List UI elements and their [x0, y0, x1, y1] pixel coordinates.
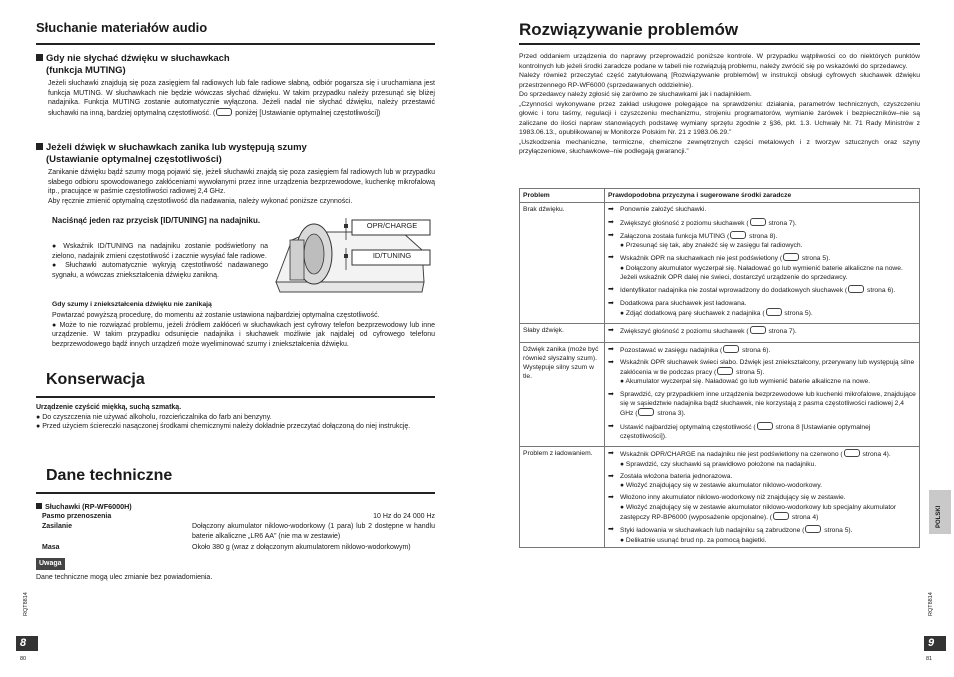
press-bullet-1: ● Wskaźnik ID/TUNING na nadajniku zostanie podświetlony na zielono, nadajnik zmieni częstotliwość i zacznie wysyłać fale radiowe.: [52, 242, 268, 261]
care-bold: Urządzenie czyścić miękką, suchą szmatką.: [36, 404, 182, 411]
spec-value: Dołączony akumulator niklowo-wodorkowy (1 para) lub 2 dostępne w handlu baterie alkaliczne „LR6 AA” (nie ma w zestawie): [192, 523, 435, 540]
page-ref-icon: [773, 512, 789, 520]
sec1-body: Jeżeli słuchawki znajdują się poza zasięgiem fal radiowych lub fale radiowe słabną, odbiór pogarsza się i uruchamiana jest funkcja MUTING. W słuchawkach nie będzie wówczas słychać dźwięku. W takim przypadku należy przesunąć się bliżej nadajnika. Funkcja MUTING zostanie automatycznie wyłączona. Jeżeli nadal nie słychać dźwięku, należy przestawić słuchawki na inną, bardziej optymalną częstotliwość. ( poniżej [Ustawianie optymalnej częstotliwości]): [48, 80, 435, 118]
divider: [36, 492, 435, 494]
noise-title: Gdy szumy i zniekształcenia dźwięku nie zanikają: [52, 301, 212, 308]
page-ref-icon: [848, 285, 864, 293]
care-bullet-2: ● Przed użyciem ściereczki nasączonej środkami chemicznymi należy dokładnie przeczytać dołączoną do niej instrukcję.: [36, 422, 435, 432]
cause-subitem: ● Włożyć znajdujący się w zestawie akumulator niklowo-wodorkowy lub specjalny akumulator zastępczy RP-BP6000 (wyposażenie opcjonalne). ( strona 4): [620, 503, 916, 523]
table-row: [520, 447, 920, 548]
col-problem: Problem: [520, 189, 605, 203]
sec2-title: Jeżeli dźwięk w słuchawkach zanika lub występują szumy (Ustawianie optymalnej częstotliwości): [36, 142, 435, 166]
press-bullet-2: ● Słuchawki automatycznie wykryją częstotliwość nadawanego sygnału, a wówczas zniekształcenia dźwięku zanikną.: [52, 261, 268, 280]
press-instruction: Naciśnąć jeden raz przycisk [ID/TUNING] na nadajniku.: [52, 216, 261, 225]
cause-item: Ponownie założyć słuchawki.: [620, 206, 707, 214]
intro-para-1: Przed oddaniem urządzenia do naprawy przeprowadzić poniższe kontrole. W przypadku wątpliwości co do niektórych punktów kontrolnych lub jeżeli środki zaradcze podane w tabeli nie rozwiązują problemu, należy zwrócić się po wskazówki do sprzedawcy.: [519, 53, 920, 70]
table-header-row: [520, 189, 920, 203]
noise-text: Powtarzać powyższą procedurę, do momentu aż zostanie ustawiona najbardziej optymalna częstotliwość.: [52, 312, 380, 319]
problem-cell: Dźwięk zanika (może być również słyszalny szum). Występuje silny szum w tle.: [520, 342, 605, 447]
page-ref-icon: [757, 422, 773, 430]
cause-item: Zwiększyć głośność z poziomu słuchawek ( strona 7).: [620, 328, 797, 336]
intro-para-4: „Czynności wykonywane przez zakład usługowe polegające na sprawdzeniu: działania, parametrów technicznych, czyszczeniu głowic i toru taśmy, regulacji i czyszczeniu mechanizmu, strojeniu programatorów, wymianie żarówek i bezpieczników–nie są zaliczane do ilości napraw stanowiących podstawę wymiany sprzętu zgodnie z §36, pkt. 1.3. Uchwały Nr. 71 Rady Ministrów z 1983.06.13., opublikowanej w Monitorze Polskim Nr. 21 z 1983.06.29.”: [519, 100, 920, 136]
section-title-audio: Słuchanie materiałów audio: [36, 20, 208, 35]
cause-item: Wskaźnik OPR/CHARGE na nadajniku nie jest podświetlony na czerwono ( strona 4).: [620, 451, 891, 459]
arrow-right-icon: ➡: [608, 526, 614, 534]
arrow-right-icon: ➡: [608, 254, 614, 262]
arrow-right-icon: ➡: [608, 286, 614, 294]
page-small-number: 80: [20, 656, 27, 662]
page-ref-icon: [216, 108, 232, 116]
page-ref-icon: [638, 408, 654, 416]
cause-item: Sprawdzić, czy przypadkiem inne urządzenia bezprzewodowe lub kuchenki mikrofalowe, znajdujące się w sąsiedztwie nadajnika bądź słuchawek, nie korzystają z pasma częstotliwości radiowej 2,4 GHz ( strona 3).: [620, 390, 916, 418]
arrow-right-icon: ➡: [608, 218, 614, 226]
cause-subitem: ● Delikatnie usunąć brud np. za pomocą bagietki.: [620, 536, 916, 545]
page-ref-icon: [766, 308, 782, 316]
page-ref-icon: [717, 367, 733, 375]
table-row: [520, 342, 920, 447]
page-ref-icon: [783, 253, 799, 261]
intro-para-5: „Uszkodzenia mechaniczne, termiczne, chemiczne zewnętrznych części metalowych i z tworzyw sztucznych oraz szyny przyłączeniowe, słuchawkowe–nie podlegają gwarancji.”: [519, 138, 920, 155]
square-bullet-icon: [36, 143, 43, 150]
troubleshooting-table: [519, 188, 920, 548]
cause-subitem: ● Włożyć znajdujący się w zestawie akumulator niklowo-wodorkowy.: [620, 481, 916, 490]
spec-row: [42, 543, 435, 553]
cause-cell: [605, 203, 920, 324]
spec-list: [42, 512, 435, 553]
cause-item: Dodatkowa para słuchawek jest ładowana.: [620, 299, 747, 307]
spec-label: Masa: [42, 544, 60, 551]
cause-item: Wskaźnik OPR na słuchawkach nie jest podświetlony ( strona 5).: [620, 255, 831, 263]
cause-cell: [605, 447, 920, 548]
section-title-tech: Dane techniczne: [46, 467, 173, 484]
cause-subitem: ● Dołączony akumulator wyczerpał się. Naładować go lub wymienić baterie alkaliczne na nowe. Jeżeli wskaźnik OPR dalej nie świeci, dostarczyć urządzenie do sprzedawcy.: [620, 264, 916, 283]
section-title-troubleshooting: Rozwiązywanie problemów: [519, 20, 739, 39]
cause-subitem: ● Przesunąć się tak, aby znaleźć się w zasięgu fal radiowych.: [620, 241, 916, 250]
doc-code: RQT8814: [23, 592, 29, 616]
cause-item: Załączona została funkcja MUTING ( strona 8).: [620, 232, 778, 240]
noise-body: [52, 311, 435, 350]
problem-cell: Słaby dźwięk.: [520, 324, 605, 342]
spec-value: Około 380 g (wraz z dołączonym akumulatorem niklowo-wodorkowym): [192, 544, 411, 551]
spec-label: Zasilanie: [42, 523, 72, 530]
table-row: [520, 203, 920, 324]
page-number: 8: [16, 636, 38, 651]
tech-note: Dane techniczne mogą ulec zmianie bez powiadomienia.: [36, 574, 213, 581]
page-ref-icon: [750, 326, 766, 334]
arrow-right-icon: ➡: [608, 231, 614, 239]
cause-item: Włożono inny akumulator niklowo-wodorkowy niż znajdujący się w zestawie.: [620, 494, 846, 502]
spec-value: 10 Hz do 24 000 Hz: [373, 513, 435, 520]
care-bullet-1: ● Do czyszczenia nie używać alkoholu, rozcieńczalnika do farb ani benzyny.: [36, 413, 435, 423]
arrow-right-icon: ➡: [608, 358, 614, 366]
cause-cell: [605, 342, 920, 447]
cause-item: Wskaźnik OPR słuchawek świeci słabo. Dźwięk jest zniekształcony, przerywany lub występują silne zakłócenia w tle podczas pracy ( strona 5).: [620, 358, 915, 377]
language-tab-label: POLSKI: [936, 505, 942, 528]
problem-cell: Brak dźwięku.: [520, 203, 605, 324]
arrow-right-icon: ➡: [608, 345, 614, 353]
page-ref-icon: [723, 345, 739, 353]
care-body: [36, 403, 435, 432]
intro-para-3: Do sprzedawcy należy zgłosić się zarówno ze słuchawkami jak i nadajnikiem.: [519, 91, 752, 98]
page-ref-icon: [730, 231, 746, 239]
page-small-number: 81: [926, 656, 933, 662]
square-bullet-icon: [36, 503, 42, 509]
intro-text: [519, 52, 920, 157]
page-ref-icon: [805, 525, 821, 533]
tech-subtitle: Słuchawki (RP-WF6000H): [36, 502, 132, 511]
col-cause: Prawdopodobna przyczyna i sugerowane środki zaradcze: [605, 189, 920, 203]
cause-item: Zwiększyć głośność z poziomu słuchawek ( strona 7).: [620, 219, 797, 227]
arrow-right-icon: ➡: [608, 206, 614, 214]
sec2-body: Zanikanie dźwięku bądź szumy mogą pojawić się, jeżeli słuchawki znajdą się poza zasięgiem fal radiowych lub w przypadku słabego odbioru spowodowanego zakłóceniami wywołanymi przez inne urządzenia bezprzewodowe, kuchenkę mikrofalową itp., pracujące w paśmie częstotliwości radiowej 2,4 GHz. Aby ręcznie zmienić optymalną częstotliwość dla nadawania, należy wykonać poniższe czynności.: [48, 169, 435, 206]
divider: [36, 396, 435, 398]
arrow-right-icon: ➡: [608, 472, 614, 480]
opr-charge-label: OPR/CHARGE: [366, 221, 418, 230]
cause-subitem: ● Akumulator wyczerpał się. Naładować go lub wymienić baterie alkaliczne na nowe.: [620, 377, 916, 386]
problem-cell: Problem z ładowaniem.: [520, 447, 605, 548]
doc-code: RQT8814: [928, 592, 934, 616]
square-bullet-icon: [36, 54, 43, 61]
arrow-right-icon: ➡: [608, 327, 614, 335]
id-tuning-label: ID/TUNING: [372, 251, 412, 260]
noise-bullet: ● Może to nie rozwiązać problemu, jeżeli źródłem zakłóceń w słuchawkach jest cyfrowy telefon bezprzewodowy lub inne urządzenie. W takim przypadku odsunięcie nadajnika i słuchawek możliwie jak najdalej od cyfrowego telefonu bezprzewodowego bądź innych urządzeń może wyeliminować szumy i zniekształcenia dźwięku.: [52, 321, 435, 350]
arrow-right-icon: ➡: [608, 390, 614, 398]
press-bullets: [52, 242, 268, 281]
arrow-right-icon: ➡: [608, 422, 614, 430]
divider: [36, 43, 435, 45]
spec-row: [42, 512, 435, 522]
table-row: [520, 324, 920, 342]
arrow-right-icon: ➡: [608, 299, 614, 307]
arrow-right-icon: ➡: [608, 450, 614, 458]
divider: [519, 43, 920, 45]
page-number: 9: [924, 636, 946, 651]
intro-para-2: Należy również przeczytać część zatytułowaną [Rozwiązywanie problemów] w instrukcji obsługi cyfrowych słuchawek dźwięku przestrzennego RP-WF6000 (sprzedawanych oddzielnie).: [519, 72, 920, 89]
cause-item: Identyfikator nadajnika nie został wprowadzony do dodatkowych słuchawek ( strona 6).: [620, 287, 896, 295]
page-ref-icon: [844, 449, 860, 457]
sec1-title: Gdy nie słychać dźwięku w słuchawkach (funkcja MUTING): [36, 53, 435, 77]
cause-item: Pozostawać w zasięgu nadajnika ( strona 6).: [620, 346, 771, 354]
cause-item: Ustawić najbardziej optymalną częstotliwość ( strona 8 [Ustawianie optymalnej częstotliwości]).: [620, 423, 871, 440]
note-badge: Uwaga: [36, 558, 65, 570]
cause-cell: [605, 324, 920, 342]
cause-item: Została włożona bateria jednorazowa.: [620, 472, 733, 480]
spec-row: [42, 522, 435, 542]
page-ref-icon: [750, 218, 766, 226]
cause-item: Styki ładowania w słuchawkach lub nadajniku są zabrudzone ( strona 5).: [620, 527, 853, 535]
arrow-right-icon: ➡: [608, 494, 614, 502]
cause-subitem: ● Zdjąć dodatkową parę słuchawek z nadajnika ( strona 5).: [620, 308, 916, 318]
section-title-care: Konserwacja: [46, 371, 145, 388]
cause-subitem: ● Sprawdzić, czy słuchawki są prawidłowo położone na nadajniku.: [620, 460, 916, 469]
troubleshooting-table-wrap: [519, 188, 920, 548]
spec-label: Pasmo przenoszenia: [42, 513, 112, 520]
